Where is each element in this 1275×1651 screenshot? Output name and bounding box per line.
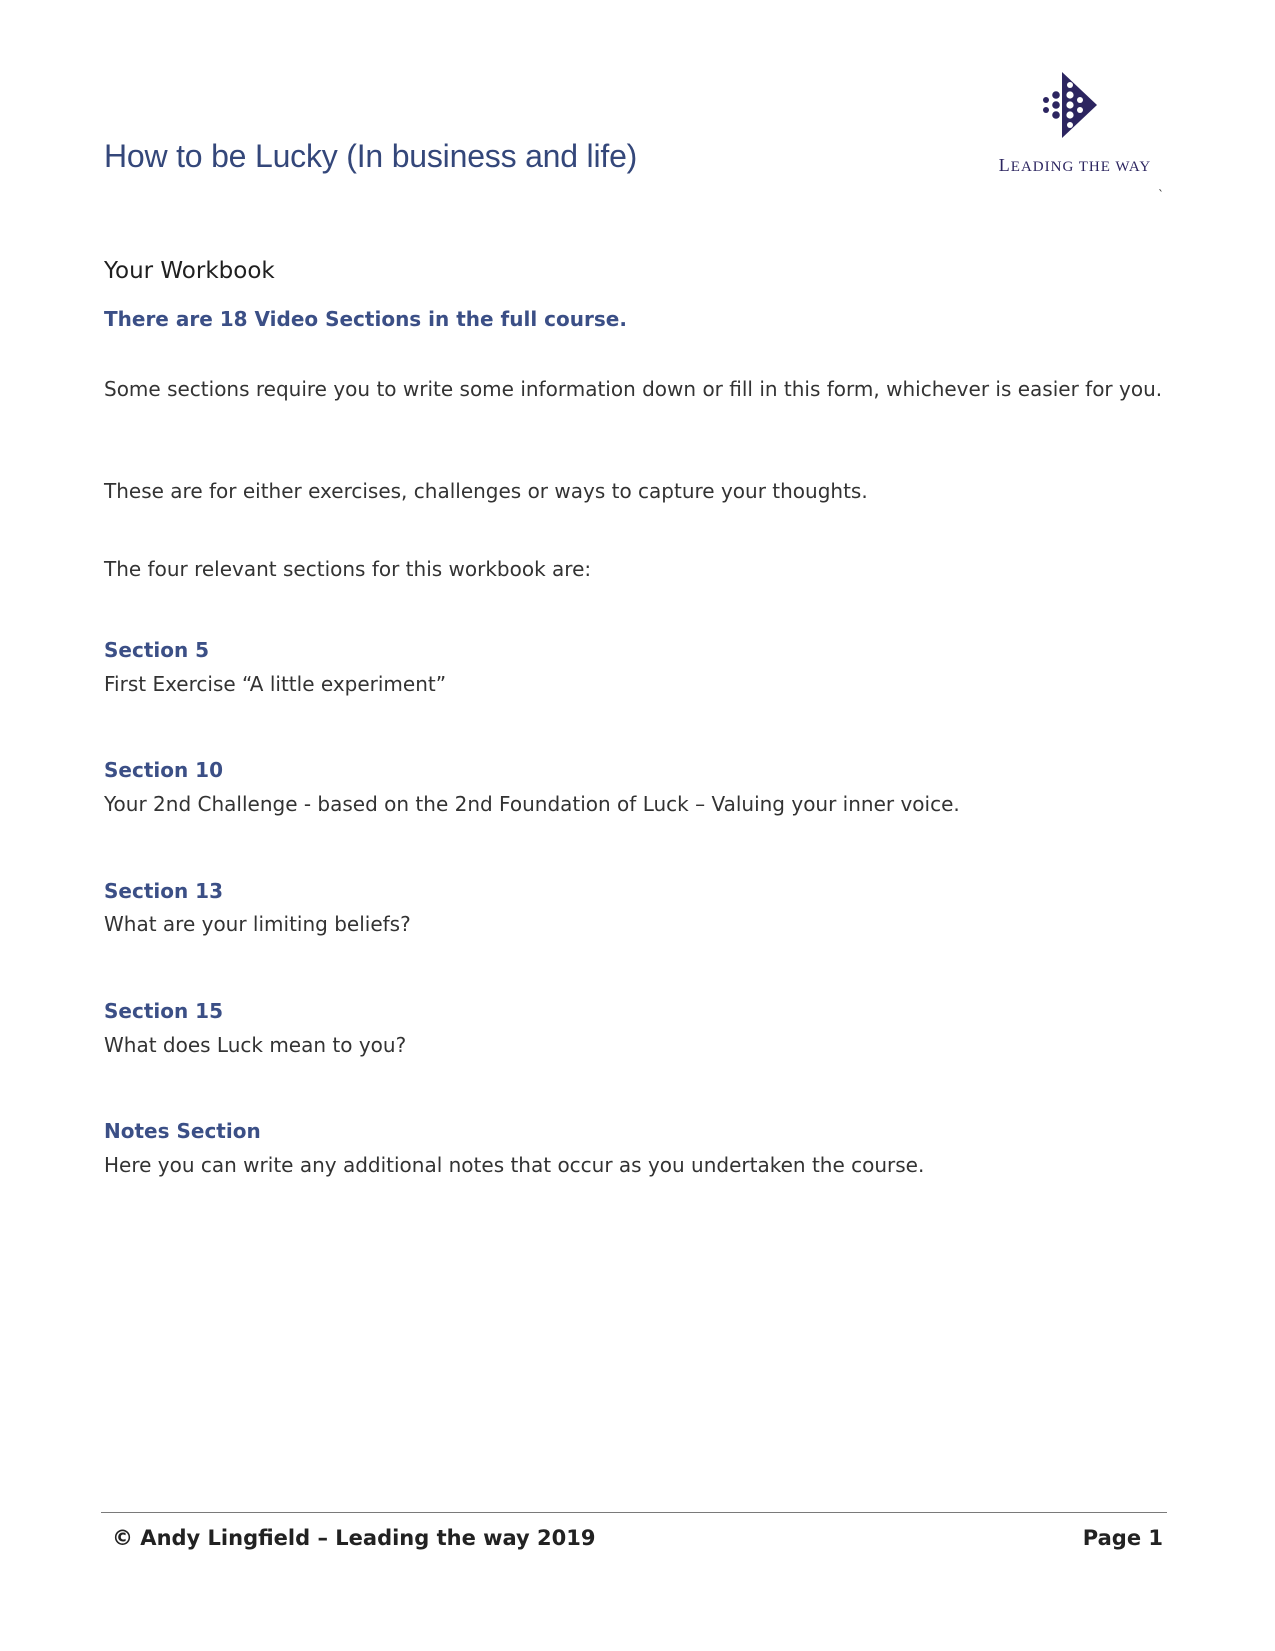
section-description-15: What does Luck mean to you? xyxy=(104,1033,407,1057)
intro-paragraph: These are for either exercises, challenges or ways to capture your thoughts. xyxy=(104,479,868,503)
intro-paragraph: Some sections require you to write some information down or fill in this form, whichever is easier for you. xyxy=(104,377,1163,401)
section-heading-13: Section 13 xyxy=(104,879,224,903)
section-heading-5: Section 5 xyxy=(104,638,210,662)
page-title: How to be Lucky (In business and life) xyxy=(104,138,638,174)
page-number: Page 1 xyxy=(1082,1526,1163,1550)
section-description-10: Your 2nd Challenge - based on the 2nd Foundation of Luck – Valuing your inner voice. xyxy=(104,792,960,816)
workbook-subtitle: Your Workbook xyxy=(104,258,275,284)
section-heading-10: Section 10 xyxy=(104,758,224,782)
video-sections-note: There are 18 Video Sections in the full course. xyxy=(104,307,627,331)
logo-wordmark: LEADING THE WAY xyxy=(998,155,1152,175)
section-description-5: First Exercise “A little experiment” xyxy=(104,672,447,696)
notes-section-heading: Notes Section xyxy=(104,1119,261,1143)
stray-mark: ` xyxy=(1158,188,1164,202)
company-logo xyxy=(985,72,1165,182)
section-description-13: What are your limiting beliefs? xyxy=(104,912,411,936)
notes-section-description: Here you can write any additional notes that occur as you undertaken the course. xyxy=(104,1153,925,1177)
intro-paragraph: The four relevant sections for this workbook are: xyxy=(104,557,592,581)
footer-copyright: © Andy Lingfield – Leading the way 2019 xyxy=(112,1526,596,1550)
section-heading-15: Section 15 xyxy=(104,999,224,1023)
arrow-dots-logo-icon xyxy=(1040,72,1110,142)
footer-divider xyxy=(101,1512,1167,1513)
